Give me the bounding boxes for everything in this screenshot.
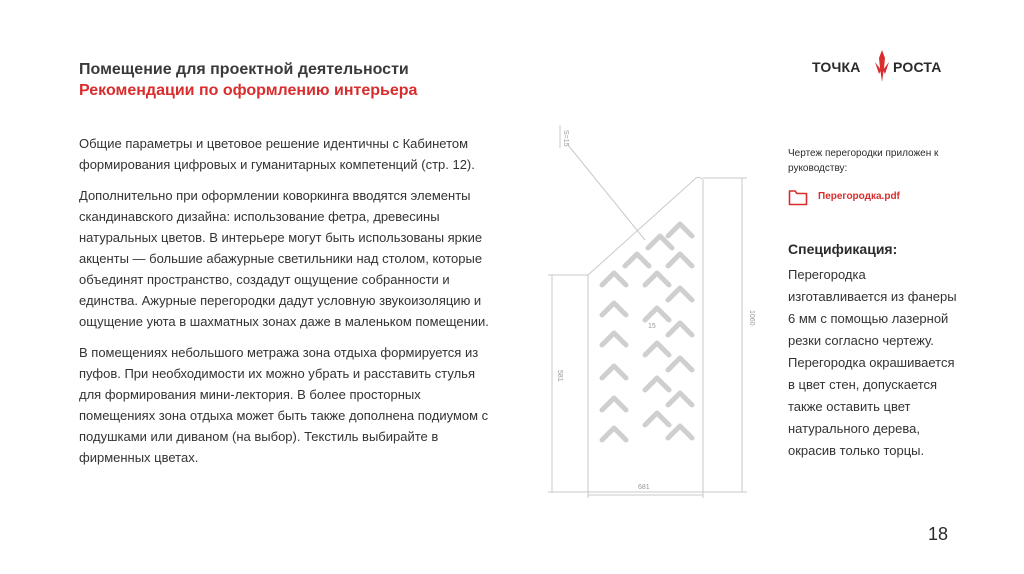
paragraph-3: В помещениях небольшого метража зона отдыха формируется из пуфов. При необходимости их можно убрать и расставить стулья для формирования мини-лектория. В более просторных помещениях зона отдыха может быть также дополнена подиумом с подушками или диваном (на выбор). Текстиль выбирайте в фирменных цветах. (79, 345, 489, 465)
paragraph-1: Общие параметры и цветовое решение идентичны с Кабинетом формирования цифровых и гуманитарных компетенций (стр. 12). (79, 136, 475, 172)
chevron-cutouts (602, 224, 692, 440)
page-subtitle: Рекомендации по оформлению интерьера (79, 82, 418, 99)
flame-icon (873, 48, 891, 84)
drawing-note: Чертеж перегородки приложен к руководству: (788, 148, 939, 174)
leader-line (568, 145, 645, 240)
paragraph-2: Дополнительно при оформлении коворкинга вводятся элементы скандинавского дизайна: использование фетра, древесины натуральных цветов. В интерьере могут быть использованы яркие акценты — большие абажурные светильники над столом, которые объединят пространство, создадут ощущение собранности и единства. Ажурные перегородки дадут условную звукоизоляцию и ощущение уюта в шахматных зонах даже в маленьком помещении. (79, 188, 489, 329)
label-left: 581 (556, 370, 563, 382)
label-center: 15 (648, 323, 656, 330)
spec-text: Перегородка изготавливается из фанеры 6 мм с помощью лазерной резки согласно чертежу. Перегородка окрашивается в цвет стен, допускается также оставить цвет натурального дерева, окрасив только торцы. (788, 267, 957, 458)
page-number: 18 (928, 524, 949, 544)
label-width: 681 (638, 484, 650, 491)
label-thickness: S=15 (562, 130, 569, 147)
partition-outline (588, 177, 703, 492)
logo (812, 48, 962, 88)
file-name[interactable]: Перегородка.pdf (818, 191, 900, 202)
folder-icon (788, 188, 808, 206)
page-title: Помещение для проектной деятельности (79, 61, 409, 78)
logo-word-2: РОСТА (893, 59, 942, 75)
partition-drawing (540, 120, 770, 505)
logo-word-1: ТОЧКА (812, 59, 861, 75)
label-height: 1060 (748, 310, 755, 326)
spec-heading: Спецификация: (788, 241, 898, 257)
body-text (79, 133, 499, 478)
